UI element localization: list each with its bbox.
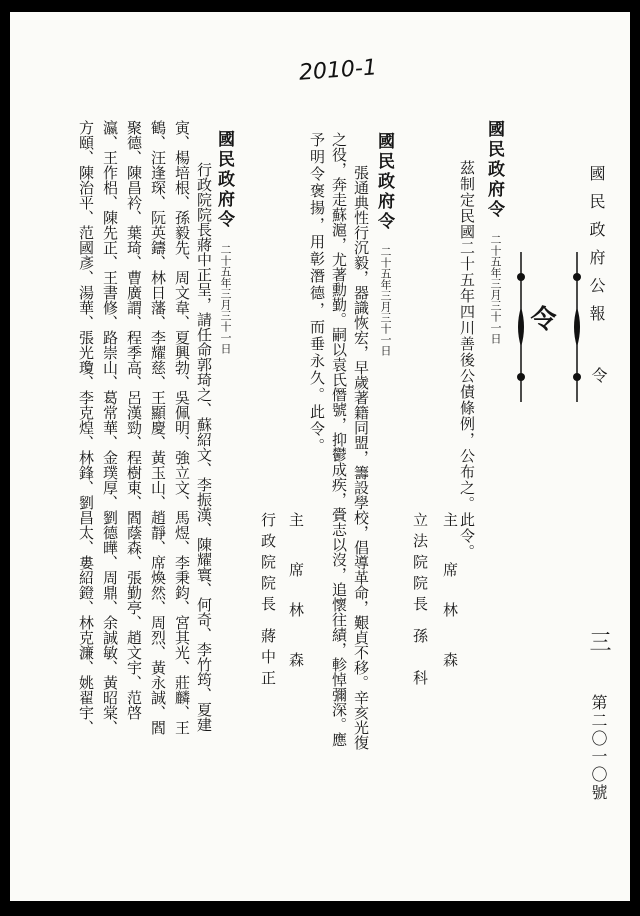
gazette-title: 國民政府公報 bbox=[587, 165, 606, 333]
order3-date: 二十五年三月三十一日 bbox=[219, 244, 232, 354]
order3-heading: 國民政府令 bbox=[214, 130, 234, 230]
order2-line-1: 張通典性行沉毅，器識恢宏，早歲著籍同盟，籌設學校，倡導革命，艱貞不移。辛亥光復 bbox=[352, 165, 370, 750]
order2-line-2: 之役，奔走蘇滬，尤著勳勤。嗣以袁氏僭號，抑鬱成疾，賫志以沒，追懷往績，軫悼彌深。應 bbox=[330, 132, 348, 747]
order1-signature-legislative: 立法院院長 孫 科 bbox=[411, 512, 429, 691]
order1-text: 茲制定民國二十五年四川善後公債條例，公布之。此令。 bbox=[458, 160, 476, 560]
gazette-page bbox=[10, 12, 630, 901]
order2-signature-executive: 行政院院長 蔣中正 bbox=[259, 512, 277, 691]
order1-signature-chairman: 主 席 林 森 bbox=[441, 512, 459, 677]
order3-line-3: 鶴、汪逢琛、阮英鑄、林日藩、李耀慈、王顯慶、黃玉山、趙靜、席煥然、周烈、黃永誠、閻 bbox=[149, 120, 167, 735]
order3-line-1: 行政院院長蔣中正呈，請任命郭琦之、蘇紹文、李振漢、陳耀寰、何奇、李竹筠、夏建 bbox=[195, 162, 213, 732]
order2-signature-chairman: 主 席 林 森 bbox=[287, 512, 305, 677]
order2-heading: 國民政府令 bbox=[374, 132, 394, 232]
order3-line-5: 瀛、王作梠、陳先正、王書修、路崇山、葛常華、金璞厚、劉德曄、周鼎、余誠敏、黃昭棠、 bbox=[101, 120, 119, 735]
order2-date: 二十五年三月三十一日 bbox=[379, 246, 392, 356]
gazette-issue-number: 第二〇一〇號 bbox=[589, 694, 608, 802]
order3-line-6: 方頤、陳治平、范國彥、湯華、張光瓊、李克煌、林鋒、劉昌太、婁紹鐙、林克濂、姚翟宇、 bbox=[77, 120, 95, 735]
order1-date: 二十五年三月三十一日 bbox=[489, 234, 502, 344]
order2-line-3: 予明令褒揚，用彰潛德，而垂永久。此令。 bbox=[308, 132, 326, 455]
gazette-page-number: 三 bbox=[586, 630, 611, 652]
order3-line-2: 寅、楊培根、孫毅先、周文韋、夏興勃、吳佩明、強立文、馬煜、李秉鈞、宮其光、莊麟、王 bbox=[173, 120, 191, 735]
gazette-section: 令 bbox=[589, 367, 608, 383]
order1-heading: 國民政府令 bbox=[484, 120, 504, 220]
section-label: 令 bbox=[526, 305, 556, 331]
order3-line-4: 聚德、陳昌衿、葉琦、曹廣謂、程季高、呂漢勁、程樹東、閻蔭森、張勤亭、趙文宇、范啓 bbox=[125, 120, 143, 720]
handwritten-archive-number: 2010-1 bbox=[298, 55, 378, 86]
